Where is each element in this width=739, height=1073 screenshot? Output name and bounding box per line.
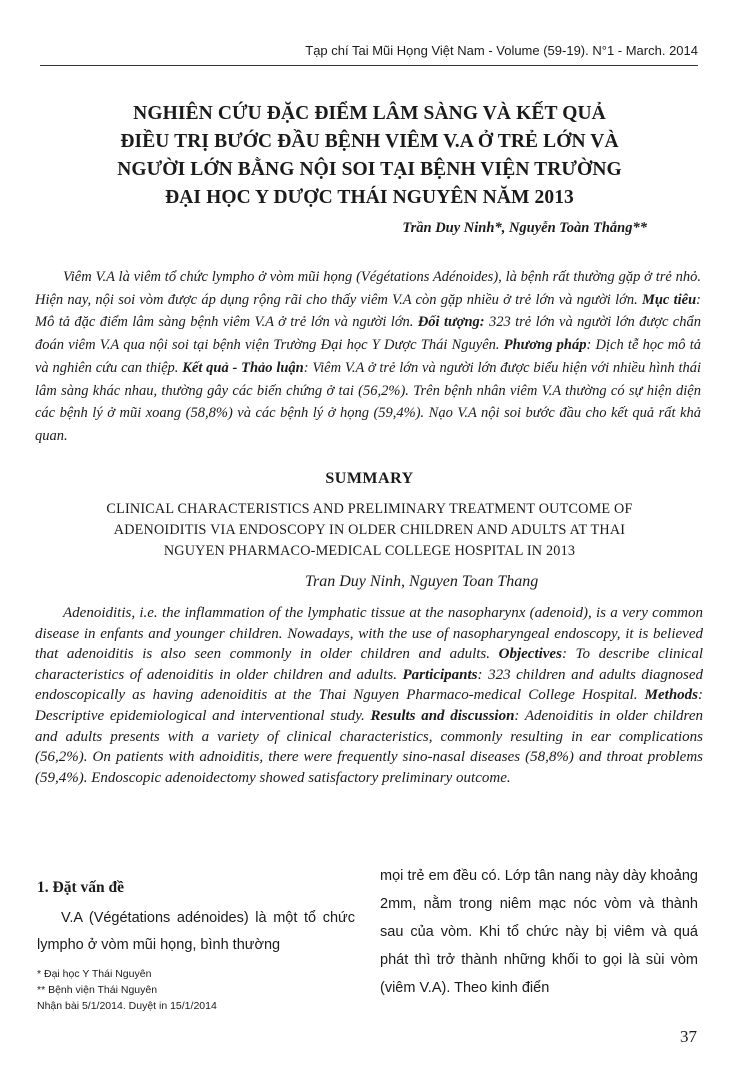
abstract-vn-objective-label: Mục tiêu: [641, 291, 697, 308]
abstract-en-objectives-text: : To describe clinical characteristics of adenoiditis in older children and adults.: [35, 646, 704, 683]
abstract-en-results-text: : Adenoiditis in older children and adults presents with a variety of clinical characteristics, commonly resulting in ear complications (56,2%). On patients with adnoiditis, there were frequently sino-nasal diseases (58,8%) and throat problems (59,4%). Endoscopic adenoidectomy showed satisfactory preliminary outcome.: [35, 707, 703, 786]
abstract-vn-subjects-text: 323 trẻ lớn và người lớn được chẩn đoán viêm V.A qua nội soi tại bệnh viện Trường Đại học Y Dược Thái Nguyên.: [35, 314, 701, 354]
title-vn-line-1: NGHIÊN CỨU ĐẶC ĐIỂM LÂM SÀNG VÀ KẾT QUẢ: [133, 103, 606, 124]
title-vn-line-3: NGƯỜI LỚN BẰNG NỘI SOI TẠI BỆNH VIỆN TRƯỜNG: [117, 159, 622, 180]
abstract-en-methods-label: Methods: [644, 687, 699, 704]
article-title-vn: [60, 100, 679, 212]
abstract-vn-methods-text: : Dịch tễ học mô tả và nghiên cứu can thiệp.: [35, 337, 701, 376]
abstract-en-participants-text: : 323 children and adults diagnosed endoscopically as having adenoiditis at the Thai Nguyen Pharmaco-medical College Hospital.: [35, 666, 704, 704]
section-heading-introduction: 1. Đặt vấn đề: [37, 879, 124, 896]
body-right-column: [380, 862, 698, 1002]
footnote-affiliation-2: ** Bệnh viện Thái Nguyên: [37, 984, 158, 996]
authors-en: Tran Duy Ninh, Nguyen Toan Thang: [305, 573, 539, 590]
abstract-en-participants-label: Participants: [402, 666, 478, 683]
abstract-vn-methods-label: Phương pháp: [503, 337, 587, 354]
authors-vn: Trần Duy Ninh*, Nguyễn Toàn Thắng**: [402, 220, 647, 236]
footnote-received-date: Nhận bài 5/1/2014. Duyệt in 15/1/2014: [37, 1000, 217, 1012]
title-vn-line-2: ĐIỀU TRỊ BƯỚC ĐẦU BỆNH VIÊM V.A Ở TRẺ LỚN VÀ: [120, 131, 619, 152]
body-right-paragraph: mọi trẻ em đều có. Lớp tân nang này dày khoảng 2mm, nằm trong niêm mạc nóc vòm và thành sau của vòm. Khi tổ chức này bị viêm và quá phát thì trở thành những khối to gọi là sùi vòm (viêm V.A). Theo kinh điển: [380, 868, 698, 996]
abstract-vn-intro: Viêm V.A là viêm tổ chức lympho ở vòm mũi họng (Végétations Adénoides), là bệnh rất thường gặp ở trẻ nhỏ. Hiện nay, nội soi vòm được áp dụng rộng rãi cho thấy viêm V.A còn gặp nhiều ở trẻ lớn và người lớn.: [35, 269, 701, 308]
abstract-vn-objective-text: : Mô tả đặc điểm lâm sàng bệnh viêm V.A ở trẻ lớn và người lớn.: [35, 291, 702, 331]
abstract-vn-results-text: : Viêm V.A ở trẻ lớn và người lớn được biểu hiện với nhiều hình thái lâm sàng khác nhau, thường gây các biến chứng ở tai (56,2%). Trên bệnh nhân viêm V.A thường có sự hiện diện các bệnh lý ở mũi xoang (58,8%) và các bệnh lý ở họng (59,4%). Nạo V.A nội soi bước đầu cho kết quả rất khả quan.: [35, 359, 702, 444]
title-en-line-3: NGUYEN PHARMACO-MEDICAL COLLEGE HOSPITAL IN 2013: [163, 543, 576, 559]
abstract-en-results-label: Results and discussion: [370, 707, 515, 724]
abstract-en-objectives-label: Objectives: [498, 646, 562, 663]
abstract-en-intro: Adenoiditis, i.e. the inflammation of the lymphatic tissue at the nasopharynx (adenoid), is a very common disease in enfants and younger children. Nowadays, with the use of nasopharyngeal endoscopy, it is believed that adenoiditis is also seen commonly in older children and adults.: [35, 605, 703, 663]
abstract-en-methods-text: : Descriptive epidemiological and interventional study.: [35, 687, 704, 724]
footnote-affiliation-1: * Đại học Y Thái Nguyên: [37, 968, 152, 980]
abstract-vn: [35, 266, 701, 448]
footnotes: [37, 966, 355, 1014]
title-en-line-1: CLINICAL CHARACTERISTICS AND PRELIMINARY TREATMENT OUTCOME OF: [106, 501, 633, 517]
title-en-line-2: ADENOIDITIS VIA ENDOSCOPY IN OLDER CHILDREN AND ADULTS AT THAI: [113, 522, 626, 538]
body-left-column: [37, 873, 355, 959]
abstract-vn-results-label: Kết quả - Thảo luận: [182, 359, 304, 376]
page-number: 37: [680, 1027, 697, 1046]
abstract-en: [35, 603, 703, 788]
abstract-vn-subjects-label: Đối tượng:: [417, 314, 485, 331]
title-vn-line-4: ĐẠI HỌC Y DƯỢC THÁI NGUYÊN NĂM 2013: [165, 187, 574, 208]
body-left-paragraph: V.A (Végétations adénoides) là một tổ chức lympho ở vòm mũi họng, bình thường: [37, 910, 355, 953]
article-title-en: [30, 499, 709, 562]
summary-heading: SUMMARY: [325, 470, 414, 487]
journal-header: [40, 43, 698, 66]
journal-header-text: Tạp chí Tai Mũi Họng Việt Nam - Volume (59-19). N°1 - March. 2014: [305, 43, 698, 58]
